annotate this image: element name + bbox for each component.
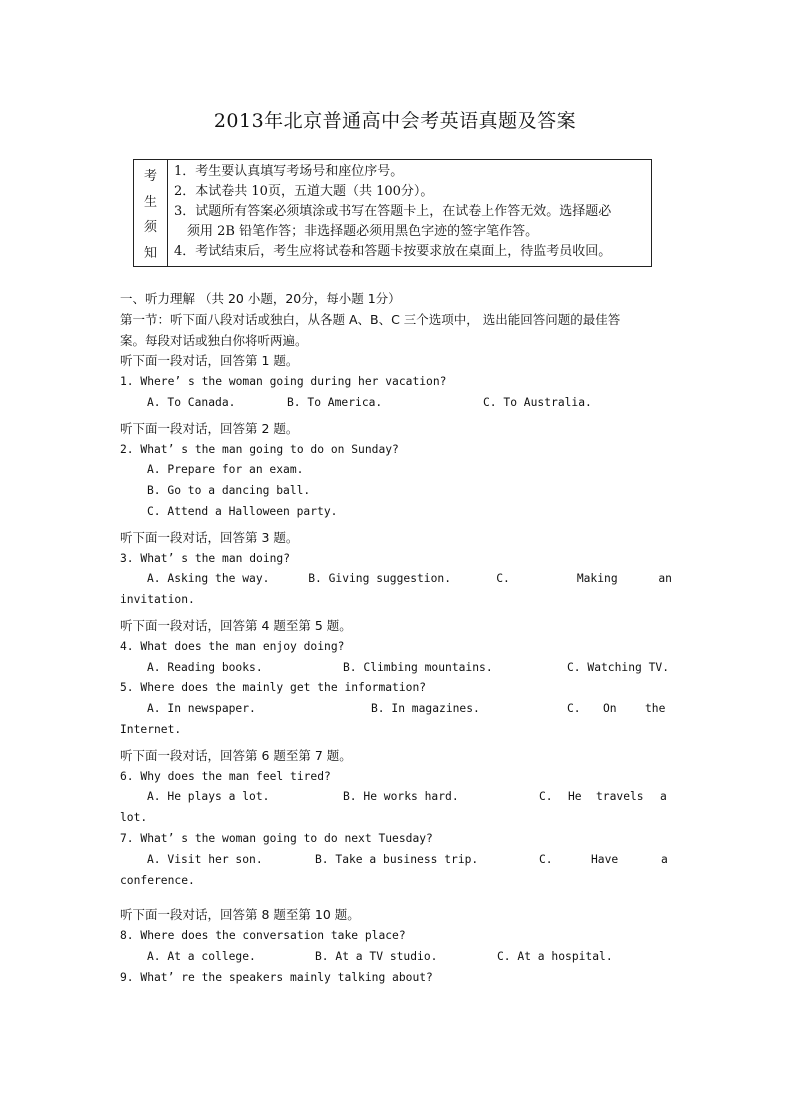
question-text: 9. What’ re the speakers mainly talking about?	[120, 970, 433, 984]
option-c: C. To Australia.	[483, 395, 592, 409]
option-c: C. Attend a Halloween party.	[147, 504, 338, 518]
option-a: A. Prepare for an exam.	[147, 463, 304, 477]
group-instruction: 听下面一段对话，回答第 3 题。	[120, 529, 299, 545]
question-text: 3. What’ s the man doing?	[120, 551, 291, 565]
listening-section	[120, 289, 672, 989]
option-c-label: C.	[496, 572, 510, 586]
option-b: B. At a TV studio.	[315, 949, 438, 963]
options-row	[120, 787, 672, 808]
notice-items	[168, 160, 651, 266]
notice-label-char: 考	[143, 169, 157, 185]
option-c-label: C.	[539, 790, 553, 804]
group-instruction: 听下面一段对话，回答第 4 题至第 5 题。	[120, 617, 352, 633]
question-text: 5. Where does the mainly get the information?	[120, 681, 427, 695]
option-c-label: C.	[567, 702, 581, 716]
option-a: A. Asking the way.	[147, 572, 270, 586]
options-row	[120, 393, 672, 414]
notice-item: 2．本试卷共 10页，五道大题（共 100分）。	[174, 184, 434, 199]
option-b: B. Climbing mountains.	[343, 660, 493, 674]
notice-item: 3．试题所有答案必须填涂或书写在答题卡上，在试卷上作答无效。选择题必	[174, 204, 612, 219]
option-a: A. To Canada.	[147, 395, 236, 409]
option-a: A. Visit her son.	[147, 852, 263, 866]
option-b: B. He works hard.	[343, 790, 459, 804]
option-b: B. Giving suggestion.	[308, 572, 452, 586]
options-row	[120, 699, 672, 720]
notice-label-char: 生	[143, 194, 157, 210]
group-instruction: 听下面一段对话，回答第 1 题。	[120, 353, 299, 369]
notice-label	[134, 160, 168, 266]
option-c-continued: lot.	[120, 811, 148, 825]
option-c-word: On	[603, 702, 617, 716]
section-heading: 一、听力理解 （共 20 小题，20分，每小题 1分）	[120, 291, 401, 306]
notice-item-continued: 须用 2B 铅笔作答；非选择题必须用黑色字迹的签字笔作答。	[187, 224, 539, 239]
question-text: 1. Where’ s the woman going during her vacation?	[120, 375, 447, 389]
option-a: A. At a college.	[147, 949, 256, 963]
option-b: B. Go to a dancing ball.	[147, 484, 311, 498]
option-b: B. In magazines.	[371, 702, 480, 716]
option-c-word: He	[568, 790, 582, 804]
exam-notice-box	[133, 159, 652, 267]
part-instructions: 案。每段对话或独白你将听两遍。	[120, 332, 308, 348]
question-text: 7. What’ s the woman going to do next Tuesday?	[120, 831, 433, 845]
option-c-continued: invitation.	[120, 593, 195, 607]
part-instructions: 第一节：听下面八段对话或独白，从各题 A、B、C 三个选项中， 选出能回答问题的最佳答	[120, 311, 621, 327]
option-c: C. At a hospital.	[497, 949, 613, 963]
option-c-word: Making	[576, 572, 618, 586]
question-text: 4. What does the man enjoy doing?	[120, 639, 345, 653]
option-c: C. Watching TV.	[567, 660, 670, 674]
options-row	[120, 569, 672, 590]
question-text: 8. Where does the conversation take place?	[120, 929, 406, 943]
options-row	[120, 850, 672, 871]
option-c-label: C.	[539, 852, 553, 866]
option-c-word: a	[660, 790, 667, 804]
group-instruction: 听下面一段对话，回答第 2 题。	[120, 420, 299, 436]
group-instruction: 听下面一段对话，回答第 6 题至第 7 题。	[120, 747, 352, 763]
notice-item: 4．考试结束后，考生应将试卷和答题卡按要求放在桌面上，待监考员收回。	[174, 244, 612, 259]
options-row	[120, 947, 672, 968]
option-b: B. To America.	[287, 395, 383, 409]
notice-label-char: 须	[143, 220, 157, 236]
options-row	[120, 658, 672, 679]
option-c-word: Have	[591, 852, 619, 866]
option-c-word: a	[661, 852, 668, 866]
option-c-word: travels	[596, 790, 644, 804]
option-c-continued: conference.	[120, 873, 195, 887]
option-a: A. Reading books.	[147, 660, 263, 674]
page-title: 2013年北京普通高中会考英语真题及答案	[213, 110, 577, 132]
option-a: A. In newspaper.	[147, 702, 256, 716]
question-text: 6. Why does the man feel tired?	[120, 769, 331, 783]
option-c-word: the	[645, 702, 666, 716]
option-c-continued: Internet.	[120, 722, 182, 736]
notice-item: 1．考生要认真填写考场号和座位序号。	[174, 164, 404, 179]
notice-label-char: 知	[143, 245, 157, 261]
group-instruction: 听下面一段对话，回答第 8 题至第 10 题。	[120, 907, 360, 923]
option-b: B. Take a business trip.	[315, 852, 479, 866]
option-c-word: an	[658, 572, 672, 586]
option-a: A. He plays a lot.	[147, 790, 270, 804]
question-text: 2. What’ s the man going to do on Sunday?	[120, 442, 399, 456]
